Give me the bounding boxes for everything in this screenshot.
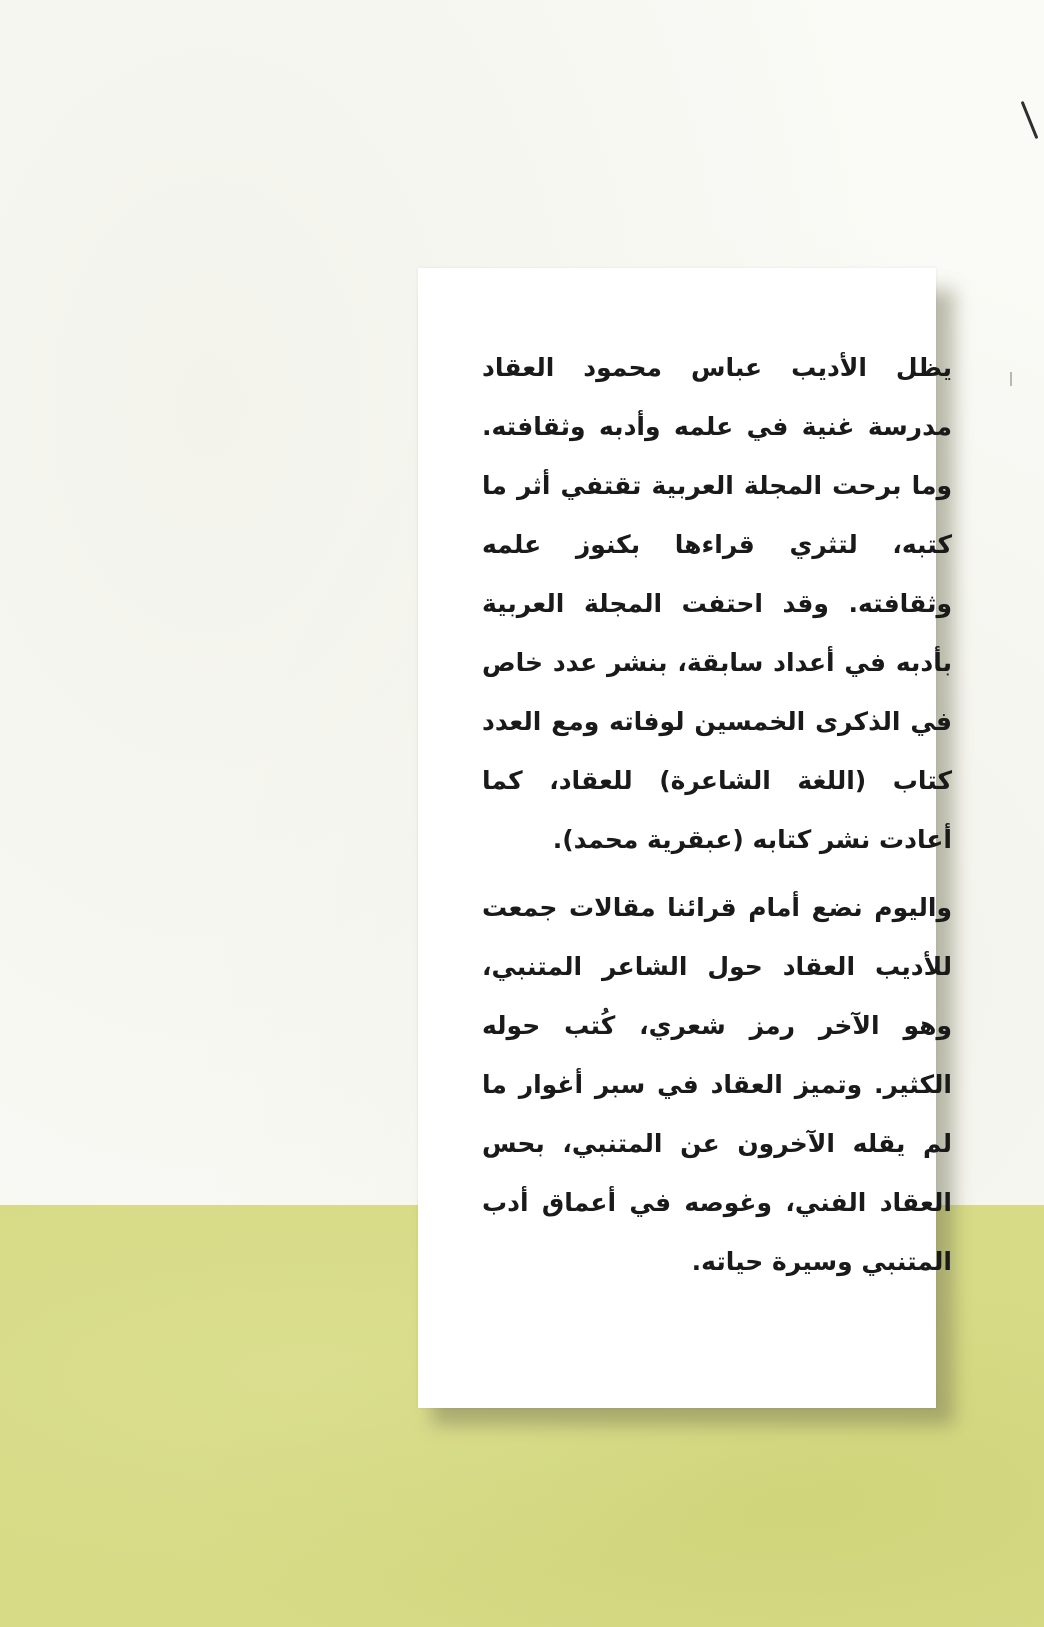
- blurb-paragraph-1: يظل الأديب عباس محمود العقاد مدرسة غنية في علمه وأدبه وثقافته. وما برحت المجلة العربية تقتفي أثر ما كتبه، لتثري قراءها بكنوز علمه وثقافته. وقد احتفت المجلة العربية بأدبه في أعداد سابقة، بنشر عدد خاص في الذكرى الخمسين لوفاته ومع العدد كتاب (اللغة الشاعرة) للعقاد، كما أعادت نشر كتابه (عبقرية محمد).: [482, 353, 952, 854]
- blurb-paragraph-2: واليوم نضع أمام قرائنا مقالات جمعت للأديب العقاد حول الشاعر المتنبي، وهو الآخر رمز شعري، كُتب حوله الكثير. وتميز العقاد في سبر أغوار ما لم يقله الآخرون عن المتنبي، بحس العقاد الفني، وغوصه في أعماق أدب المتنبي وسيرة حياته.: [482, 893, 952, 1276]
- page-crease-mark-small: [1010, 372, 1012, 386]
- page-crease-mark: [1021, 101, 1039, 139]
